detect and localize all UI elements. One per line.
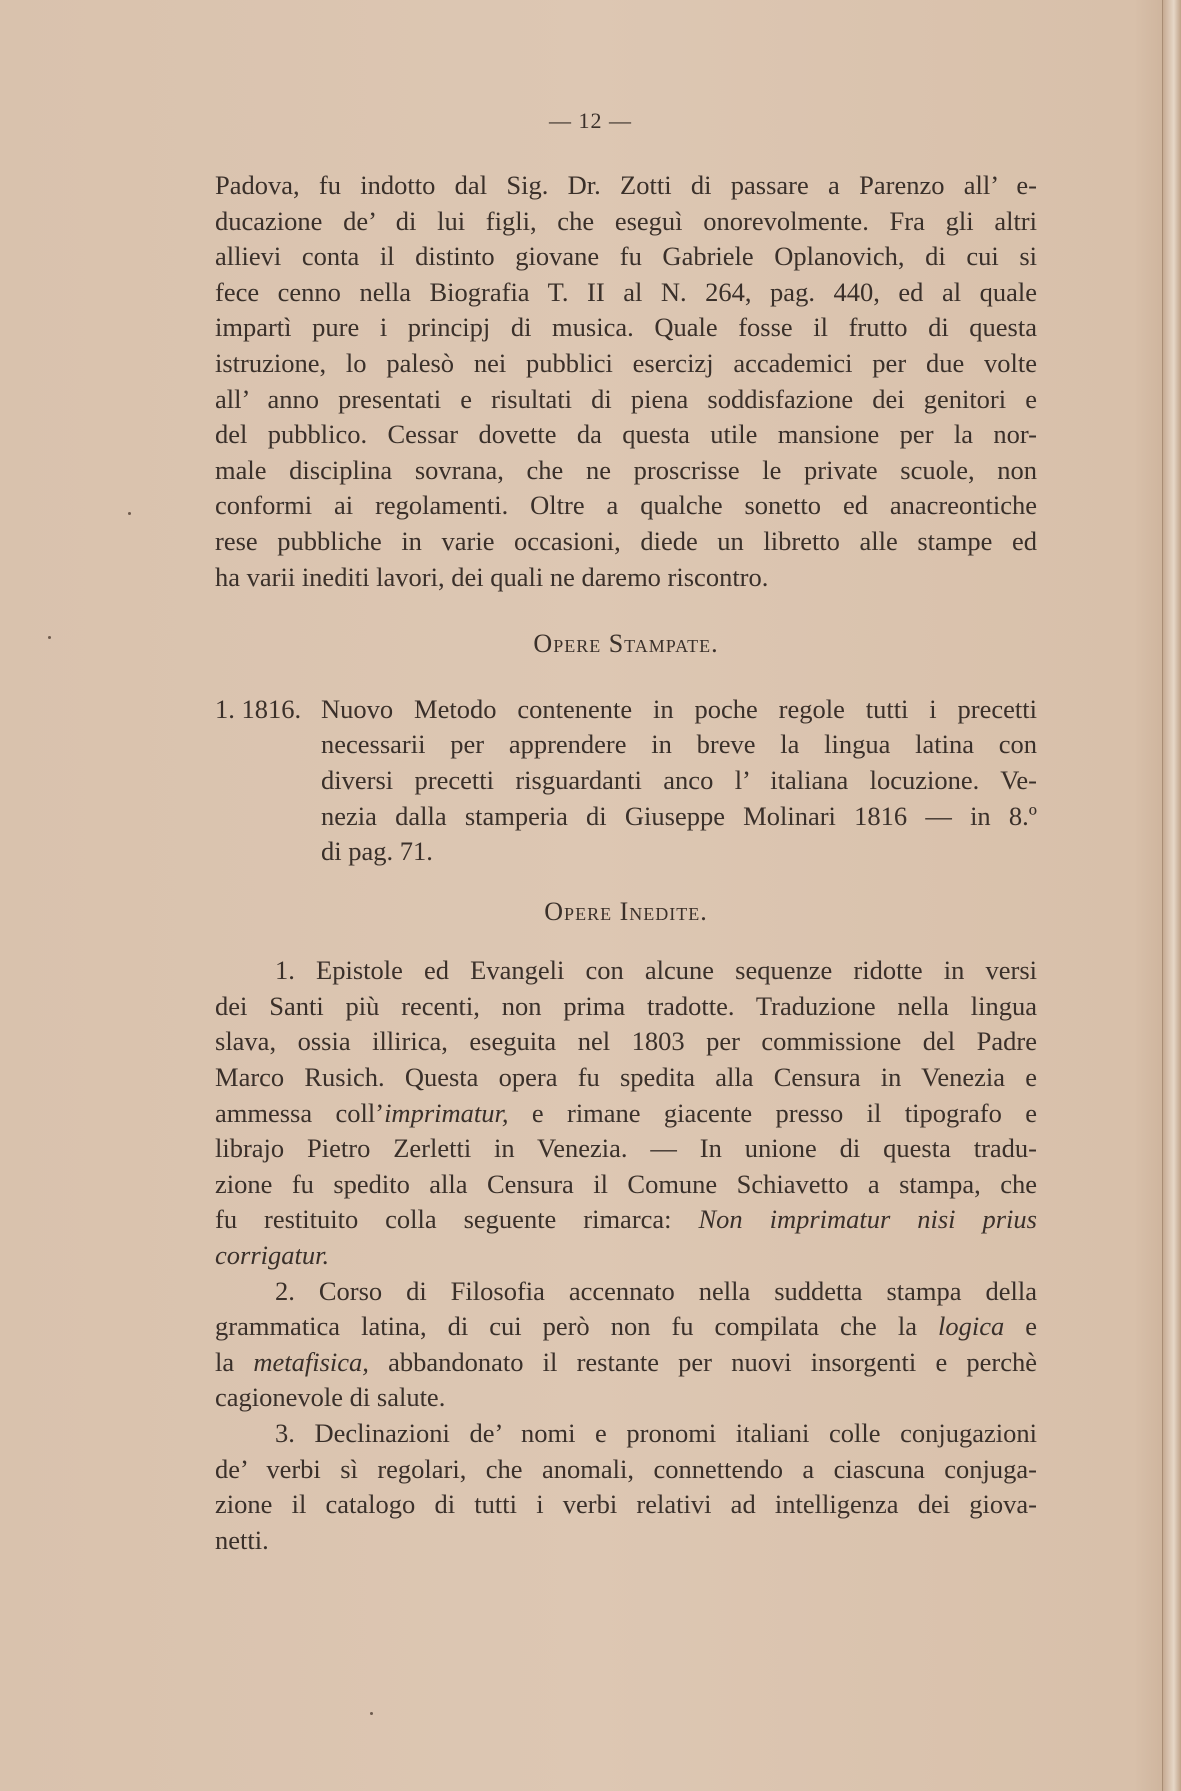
text-line: de’ verbi sì regolari, che anomali, connettendo a ciascuna conjuga- [215, 1453, 1037, 1484]
section-heading-unpublished: Opere Inedite. [544, 896, 708, 926]
page-number: — 12 — [549, 108, 632, 133]
text-run: grammatica latina, di cui però non fu compilata che la [215, 1311, 938, 1342]
printed-work-item [215, 692, 1037, 870]
text-line: necessarii per apprendere in breve la lingua latina con [321, 729, 1037, 760]
text-run: abbandonato il restante per nuovi insorgenti e perchè [368, 1346, 1038, 1377]
text-line: 1. Epistole ed Evangeli con alcune sequenze ridotte in versi [275, 955, 1037, 986]
text-line: del pubblico. Cessar dovette da questa utile mansione per la nor- [215, 419, 1037, 450]
text-line: male disciplina sovrana, che ne proscrisse le private scuole, non [215, 454, 1037, 485]
paper-speck [370, 1712, 373, 1715]
body-text [215, 168, 1037, 1558]
text-line: rese pubbliche in varie occasioni, diede un libretto alle stampe ed [215, 525, 1037, 556]
text-line [215, 1202, 1037, 1238]
italic-run: metafisica, [253, 1346, 369, 1377]
italic-run: logica [937, 1311, 1005, 1342]
text-line: zione il catalogo di tutti i verbi relativi ad intelligenza dei giova- [215, 1489, 1037, 1520]
text-line: allievi conta il distinto giovane fu Gabriele Oplanovich, di cui si [215, 241, 1037, 272]
text-line: zione fu spedito alla Censura il Comune Schiavetto a stampa, che [215, 1168, 1037, 1199]
italic-run: Non imprimatur nisi prius [698, 1204, 1037, 1235]
section-heading-printed: Opere Stampate. [533, 629, 719, 659]
text-line: cagionevole di salute. [215, 1382, 446, 1413]
text-line: conformi ai regolamenti. Oltre a qualche sonetto ed anacreontiche [215, 490, 1037, 521]
text-line [215, 1238, 1037, 1274]
text-line: di pag. 71. [321, 836, 433, 867]
italic-run: corrigatur. [215, 1240, 330, 1271]
item-number: 1. 1816. [215, 693, 302, 724]
text-line: nezia dalla stamperia di Giuseppe Molinari 1816 — in 8.º [321, 800, 1037, 831]
text-line: ducazione de’ di lui figli, che eseguì onorevolmente. Fra gli altri [215, 205, 1037, 236]
unpublished-item-1 [215, 953, 1037, 1273]
text-line: dei Santi più recenti, non prima tradotte. Traduzione nella lingua [215, 990, 1037, 1021]
text-line: Nuovo Metodo contenente in poche regole tutti i precetti [321, 693, 1037, 724]
text-line: 2. Corso di Filosofia accennato nella suddetta stampa della [275, 1275, 1037, 1306]
text-line: Padova, fu indotto dal Sig. Dr. Zotti di passare a Parenzo all’ e- [215, 170, 1037, 200]
text-line [215, 1309, 1037, 1345]
text-line: Marco Rusich. Questa opera fu spedita alla Censura in Venezia e [215, 1062, 1037, 1093]
text-line [215, 1345, 1037, 1381]
text-line: fece cenno nella Biografia T. II al N. 264, pag. 440, ed al quale [215, 276, 1037, 307]
italic-run: imprimatur, [384, 1097, 509, 1128]
text-line: slava, ossia illirica, eseguita nel 1803 per commissione del Padre [215, 1026, 1037, 1057]
unpublished-item-2 [215, 1274, 1037, 1416]
page-edge [1162, 0, 1181, 1791]
text-line: netti. [215, 1524, 269, 1555]
text-run: ammessa coll’ [215, 1097, 385, 1128]
paragraph-biography [215, 168, 1037, 595]
text-line: librajo Pietro Zerletti in Venezia. — In unione di questa tradu- [215, 1133, 1037, 1164]
text-line: istruzione, lo palesò nei pubblici esercizj accademici per due volte [215, 347, 1037, 378]
text-line [215, 1096, 1037, 1132]
text-line: impartì pure i principj di musica. Quale fosse il frutto di questa [215, 312, 1037, 343]
text-line: ha varii inediti lavori, dei quali ne daremo riscontro. [215, 561, 769, 592]
text-line: all’ anno presentati e risultati di piena soddisfazione dei genitori e [215, 383, 1037, 414]
text-line: 3. Declinazioni de’ nomi e pronomi italiani colle conjugazioni [275, 1418, 1037, 1448]
paper-speck [48, 636, 51, 639]
text-run: fu restituito colla seguente rimarca: [215, 1204, 699, 1235]
paper-speck [128, 512, 131, 515]
text-run: la [215, 1346, 254, 1377]
text-run: e rimane giacente presso il tipografo e [508, 1097, 1037, 1128]
text-run: e [1004, 1311, 1038, 1342]
text-line: diversi precetti risguardanti anco l’ italiana locuzione. Ve- [321, 764, 1037, 795]
unpublished-item-3 [215, 1416, 1037, 1558]
